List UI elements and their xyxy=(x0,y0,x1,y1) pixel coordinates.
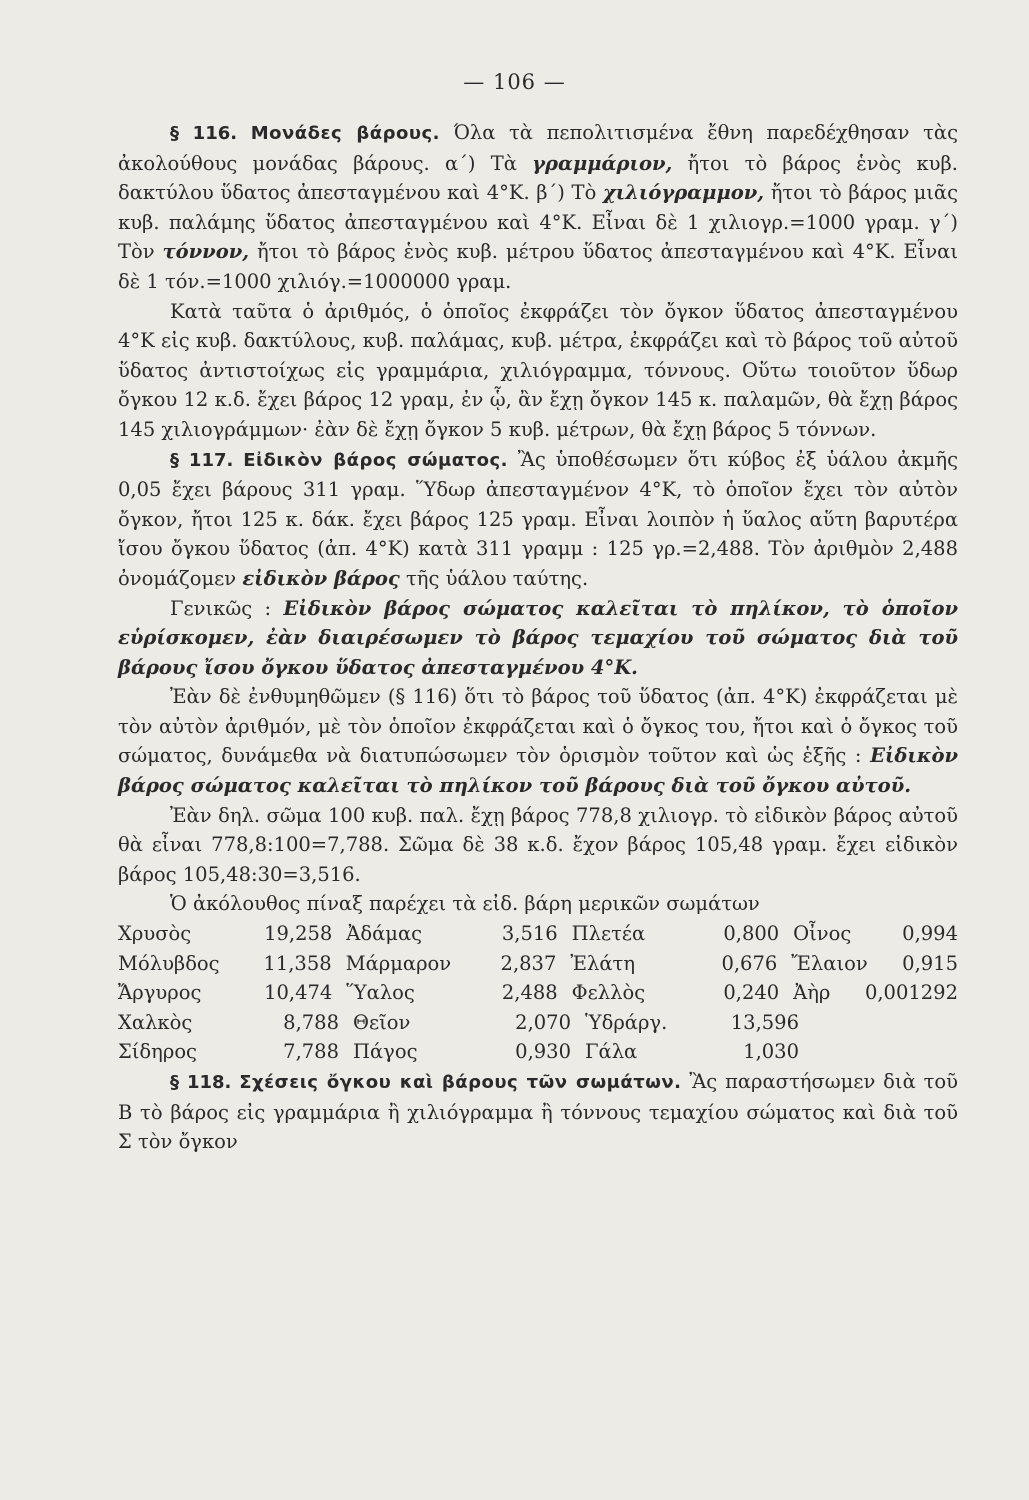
term: τόννον, xyxy=(162,240,250,264)
table-cell: 0,800 xyxy=(723,922,780,946)
section-117 xyxy=(118,445,958,594)
table-cell: Πάγος xyxy=(353,1040,418,1064)
page-number: — 106 — xyxy=(463,70,566,94)
table-cell: Ὕαλος xyxy=(346,981,415,1005)
table-cell: Ἀδάμας xyxy=(346,922,423,946)
table-cell: 1,030 xyxy=(743,1040,799,1064)
table-cell: 0,930 xyxy=(515,1040,571,1064)
definition: Εἰδικὸν βάρος σώματος καλεῖται τὸ πηλίκον τοῦ βάρους διὰ τοῦ ὄγκου αὐτοῦ. xyxy=(118,744,958,798)
text-run: ἤτοι τὸ βάρος ἑνὸς κυβ. μέτρου ὕδατος ἀπεσταγμένου καὶ 4°Κ. Εἶναι δὲ 1 τόν.=1000 χιλιόγ.=1000000 γραμ. xyxy=(118,240,958,293)
table-cell: 0,676 xyxy=(721,951,778,975)
text-run: ἤτοι τὸ βάρος μιᾶς κυβ. παλάμης ὕδατος ἀπεσταγμένου καὶ 4°Κ. Εἶναι δὲ 1 χιλιογρ.=1000 γραμ. γ΄) Τὸν xyxy=(118,181,958,264)
table-cell: Σίδηρος xyxy=(118,1040,197,1064)
table-cell: 0,240 xyxy=(723,981,780,1005)
body-text xyxy=(118,118,958,1157)
term: χιλιόγραμμον, xyxy=(602,181,765,205)
table-cell: Μάρμαρον xyxy=(345,951,452,975)
term: γραμμάριον, xyxy=(532,151,673,175)
text-run: Όλα τὰ πεπολιτισμένα ἔθνη παρεδέχθησαν τὰς ἀκολούθους μονάδας βάρους. α΄) Τὰ xyxy=(118,121,958,175)
text-run: ἤτοι τὸ βάρος ἑνὸς κυβ. δακτύλου ὕδατος ἀπεσταγμένου καὶ 4°Κ. β΄) Τὸ xyxy=(118,151,958,205)
table-cell: Θεῖον xyxy=(353,1010,411,1034)
table-cell: 11,358 xyxy=(263,951,332,975)
table-cell: Ἔλαιον xyxy=(791,951,868,975)
table-cell: 0,994 xyxy=(902,922,958,946)
table-cell: 7,788 xyxy=(283,1040,339,1064)
text-run: Γενικῶς : xyxy=(170,596,284,620)
table-cell: 10,474 xyxy=(264,981,333,1005)
section-title: Σχέσεις ὄγκου καὶ βάρους τῶν σωμάτων. xyxy=(239,1072,682,1093)
text-run: Ἂς ὑποθέσωμεν ὅτι κύβος ἐξ ὑάλου ἀκμῆς 0,05 ἔχει βάρους 311 γραμ. Ὕδωρ ἀπεσταγμένον 4°Κ, τὸ ὁποῖον ἔχει τὸν αὐτὸν ὄγκον, ἤτοι 125 κ. δάκ. ἔχει βάρος 125 γραμ. Εἶναι λοιπὸν ἡ ὕαλος αὕτη βαρυτέρα ἴσου ὄγκου ὕδατος (ἀπ. 4°Κ) κατὰ 311 γραμμ : 125 γρ.=2,488. Τὸν ἀριθμὸν 2,488 ὀνομάζομεν xyxy=(118,447,958,590)
table-cell: Ὑδράργ. xyxy=(585,1010,668,1034)
table-cell: 3,516 xyxy=(501,922,558,946)
section-number: § 116. xyxy=(170,123,238,144)
specific-gravity-table xyxy=(118,919,958,1067)
table-cell: Ἄργυρος xyxy=(118,981,202,1005)
table-row xyxy=(118,1008,958,1038)
table-row xyxy=(118,919,958,949)
table-cell: 2,837 xyxy=(500,951,557,975)
table-cell: 2,488 xyxy=(501,981,558,1005)
table-cell: Ἐλάτη xyxy=(570,951,636,975)
paragraph: Ὁ ἀκόλουθος πίναξ παρέχει τὰ εἰδ. βάρη μερικῶν σωμάτων xyxy=(170,892,760,916)
table-cell: 0,915 xyxy=(902,951,958,975)
table-cell: 19,258 xyxy=(264,922,333,946)
table-row xyxy=(118,949,958,979)
table-row xyxy=(118,1037,958,1067)
text-run: Ἂς παραστήσωμεν διὰ τοῦ Β τὸ βάρος εἰς γραμμάρια ἢ χιλιόγραμμα ἢ τόννους τεμαχίου σώματος καὶ διὰ τοῦ Σ τὸν ὄγκον xyxy=(118,1070,958,1154)
definition-paragraph xyxy=(118,682,958,800)
table-cell: Φελλὸς xyxy=(571,981,646,1005)
table-cell: Οἶνος xyxy=(793,922,852,946)
table-cell: Πλετέα xyxy=(571,922,646,946)
section-title: Μονάδες βάρους. xyxy=(250,123,440,144)
section-title: Εἰδικὸν βάρος σώματος. xyxy=(243,449,509,471)
table-row xyxy=(118,978,958,1008)
term: εἰδικὸν βάρος xyxy=(242,566,400,590)
text-run: τῆς ὑάλου ταύτης. xyxy=(399,566,589,590)
definition: Εἰδικὸν βάρος σώματος καλεῖται τὸ πηλίκον, τὸ ὁποῖον εὑρίσκομεν, ἐὰν διαιρέσωμεν τὸ βάρος τεμαχίου τοῦ σώματος διὰ τοῦ βάρους ἴσου ὄγκου ὕδατος ἀπεσταγμένου 4°Κ. xyxy=(118,596,959,679)
text-run: Ἐὰν δὲ ἐνθυμηθῶμεν (§ 116) ὅτι τὸ βάρος τοῦ ὕδατος (ἀπ. 4°Κ) ἐκφράζεται μὲ τὸν αὐτὸν ἀριθμόν, μὲ τὸν ὁποῖον ἐκφράζεται καὶ ὁ ὄγκος του, ἤτοι καὶ ὁ ὄγκος τοῦ σώματος, δυνάμεθα νὰ διατυπώσωμεν τὸν ὁρισμὸν τοῦτον καὶ ὡς ἑξῆς : xyxy=(118,685,958,768)
section-118 xyxy=(118,1067,958,1157)
section-116 xyxy=(118,118,958,297)
table-cell: Μόλυβδος xyxy=(118,951,220,975)
section-number: § 118. xyxy=(170,1072,232,1093)
table-cell: 0,001292 xyxy=(864,981,958,1005)
section-number: § 117. xyxy=(170,449,234,471)
table-cell: Χαλκὸς xyxy=(118,1010,193,1034)
definition-paragraph xyxy=(118,594,958,683)
table-cell: 13,596 xyxy=(730,1010,799,1034)
table-cell: Γάλα xyxy=(585,1040,638,1064)
paragraph: Κατὰ ταῦτα ὁ ἀριθμός, ὁ ὁποῖος ἐκφράζει τὸν ὄγκον ὕδατος ἀπεσταγμένου 4°Κ εἰς κυβ. δακτύλους, κυβ. παλάμας, κυβ. μέτρα, ἐκφράζει καὶ τὸ βάρος τοῦ αὐτοῦ ὕδατος ἀντιστοίχως εἰς γραμμάρια, χιλιόγραμμα, τόννους. Οὕτω τοιοῦτον ὕδωρ ὄγκου 12 κ.δ. ἔχει βάρος 12 γραμ, ἐν ᾧ, ἂν ἔχῃ ὄγκον 145 κ. παλαμῶν, θὰ ἔχῃ βάρος 145 χιλιογράμμων· ἐὰν δὲ ἔχῃ ὄγκον 5 κυβ. μέτρων, θὰ ἔχῃ βάρος 5 τόννων. xyxy=(118,299,958,441)
paragraph: Ἐὰν δηλ. σῶμα 100 κυβ. παλ. ἔχῃ βάρος 778,8 χιλιογρ. τὸ εἰδικὸν βάρος αὐτοῦ θὰ εἶναι 778,8:100=7,788. Σῶμα δὲ 38 κ.δ. ἔχον βάρος 105,48 γραμ. ἔχει εἰδικὸν βάρος 105,48:30=3,516. xyxy=(118,803,958,886)
table-cell: Ἀὴρ xyxy=(793,981,831,1005)
table-cell: 2,070 xyxy=(515,1010,571,1034)
table-cell: 8,788 xyxy=(283,1010,339,1034)
table-cell: Χρυσὸς xyxy=(118,922,192,946)
